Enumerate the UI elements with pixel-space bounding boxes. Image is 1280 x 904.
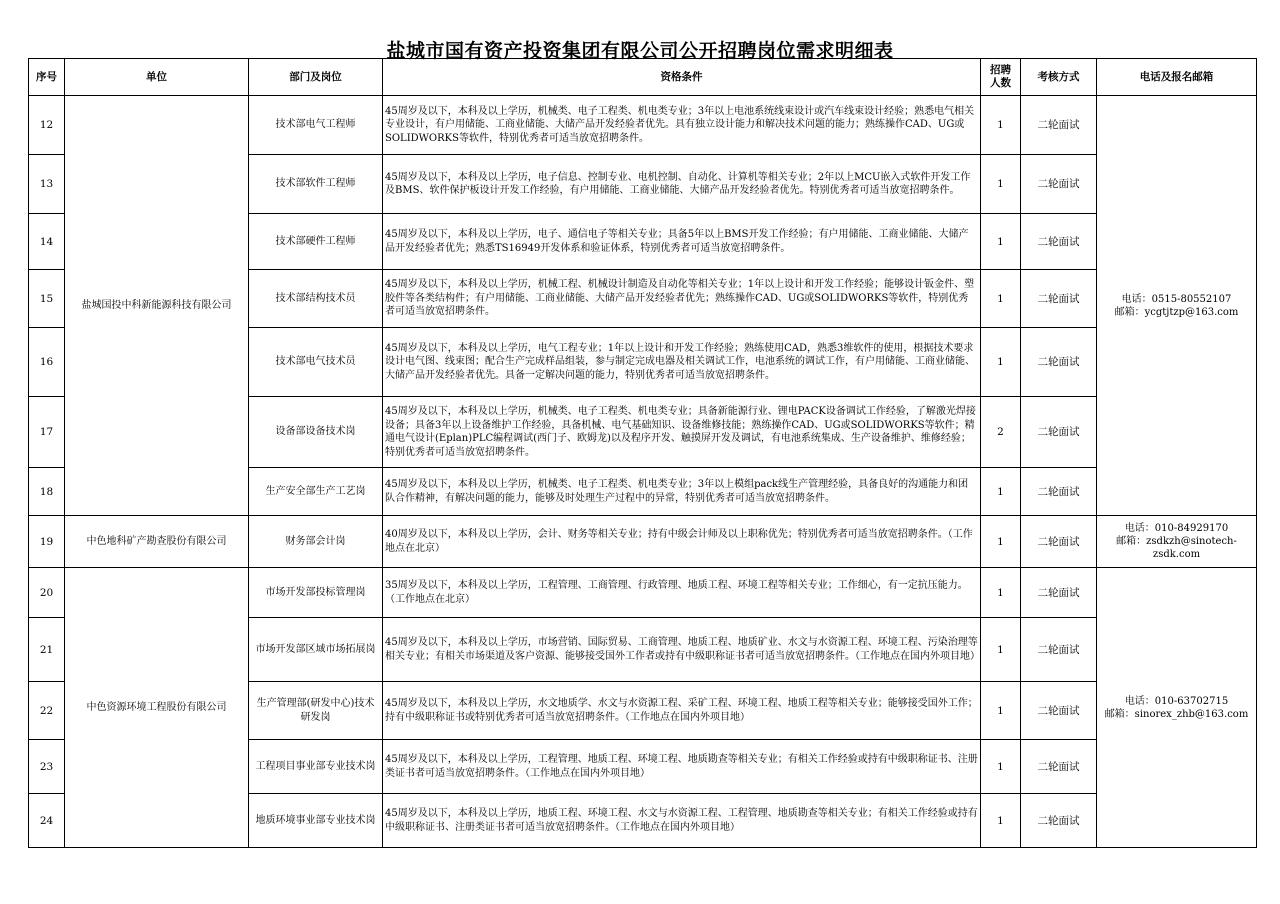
method-cell: 二轮面试 (1021, 740, 1097, 794)
seq-cell: 15 (29, 270, 65, 328)
count-cell: 1 (981, 270, 1021, 328)
header-unit: 单位 (65, 59, 249, 96)
contact-phone: 电话：010-63702715 (1124, 695, 1229, 707)
seq-cell: 24 (29, 794, 65, 848)
dept-cell: 工程项目事业部专业技术岗 (249, 740, 383, 794)
header-requirements: 资格条件 (383, 59, 981, 96)
contact-email: 邮箱：zsdkzh@sinotech-zsdk.com (1116, 536, 1237, 560)
dept-cell: 生产管理部(研发中心)技术研发岗 (249, 682, 383, 740)
requirements-cell: 45周岁及以下，本科及以上学历，机械类、电子工程类、机电类专业；3年以上电池系统线束设计或汽车线束设计经验；熟悉电气相关专业设计，有户用储能、工商业储能、大储产品开发经验者优先。具有独立设计能力和解决技术问题的能力；熟练操作CAD、UG或SOLIDWORKS等软件，特别优秀者可适当放宽招聘条件。 (383, 96, 981, 155)
unit-cell: 中色地科矿产勘查股份有限公司 (65, 516, 249, 568)
seq-cell: 18 (29, 468, 65, 516)
requirements-cell: 45周岁及以下，本科及以上学历，机械工程、机械设计制造及自动化等相关专业；1年以上设计和开发工作经验；能够设计钣金件、塑胶件等各类结构件；有户用储能、工商业储能、大储产品开发经验者优先；熟练操作CAD、UG或SOLIDWORKS等软件，特别优秀者可适当放宽招聘条件。 (383, 270, 981, 328)
method-cell: 二轮面试 (1021, 794, 1097, 848)
method-cell: 二轮面试 (1021, 214, 1097, 270)
contact-email: 邮箱：ycgtjtzp@163.com (1114, 306, 1239, 318)
requirements-cell: 35周岁及以下，本科及以上学历，工程管理、工商管理、行政管理、地质工程、环境工程等相关专业；工作细心，有一定抗压能力。（工作地点在北京） (383, 568, 981, 618)
header-dept: 部门及岗位 (249, 59, 383, 96)
method-cell: 二轮面试 (1021, 328, 1097, 397)
method-cell: 二轮面试 (1021, 397, 1097, 468)
seq-cell: 14 (29, 214, 65, 270)
count-cell: 1 (981, 618, 1021, 682)
count-cell: 1 (981, 516, 1021, 568)
requirements-cell: 45周岁及以下，本科及以上学历，电子、通信电子等相关专业；具备5年以上BMS开发工作经验；有户用储能、工商业储能、大储产品开发经验者优先；熟悉TS16949开发体系和验证体系，特别优秀者可适当放宽招聘条件。 (383, 214, 981, 270)
dept-cell: 技术部软件工程师 (249, 155, 383, 214)
dept-cell: 技术部硬件工程师 (249, 214, 383, 270)
seq-cell: 17 (29, 397, 65, 468)
method-cell: 二轮面试 (1021, 270, 1097, 328)
count-cell: 1 (981, 468, 1021, 516)
dept-cell: 财务部会计岗 (249, 516, 383, 568)
contact-cell (1097, 96, 1257, 516)
dept-cell: 生产安全部生产工艺岗 (249, 468, 383, 516)
dept-cell: 市场开发部投标管理岗 (249, 568, 383, 618)
contact-phone: 电话：010-84929170 (1124, 523, 1229, 534)
requirements-cell: 45周岁及以下，本科及以上学历，水文地质学、水文与水资源工程、采矿工程、环境工程、地质工程等相关专业；能够接受国外工作；持有中级职称证书或特别优秀者可适当放宽招聘条件。（工作地点在国内外项目地） (383, 682, 981, 740)
count-cell: 1 (981, 214, 1021, 270)
requirements-cell: 40周岁及以下，本科及以上学历，会计、财务等相关专业；持有中级会计师及以上职称优先；特别优秀者可适当放宽招聘条件。（工作地点在北京） (383, 516, 981, 568)
header-contact: 电话及报名邮箱 (1097, 59, 1257, 96)
dept-cell: 市场开发部区域市场拓展岗 (249, 618, 383, 682)
method-cell: 二轮面试 (1021, 682, 1097, 740)
method-cell: 二轮面试 (1021, 468, 1097, 516)
count-cell: 1 (981, 682, 1021, 740)
table-row (29, 96, 1257, 155)
seq-cell: 16 (29, 328, 65, 397)
method-cell: 二轮面试 (1021, 618, 1097, 682)
seq-cell: 23 (29, 740, 65, 794)
count-cell: 2 (981, 397, 1021, 468)
dept-cell: 技术部电气工程师 (249, 96, 383, 155)
header-seq: 序号 (29, 59, 65, 96)
requirements-cell: 45周岁及以下，本科及以上学历，电气工程专业；1年以上设计和开发工作经验；熟练使用CAD，熟悉3维软件的使用，根据技术要求设计电气图、线束图；配合生产完成样品组装，参与制定完成电器及相关调试工作，电池系统的调试工作，有户用储能、工商业储能、大储产品开发经验者优先。具备一定解决问题的能力，特别优秀者可适当放宽招聘条件。 (383, 328, 981, 397)
method-cell: 二轮面试 (1021, 568, 1097, 618)
seq-cell: 12 (29, 96, 65, 155)
count-cell: 1 (981, 328, 1021, 397)
contact-email: 邮箱：sinorex_zhb@163.com (1104, 708, 1249, 720)
dept-cell: 技术部结构技术员 (249, 270, 383, 328)
table-row (29, 568, 1257, 618)
dept-cell: 地质环境事业部专业技术岗 (249, 794, 383, 848)
count-cell: 1 (981, 794, 1021, 848)
method-cell: 二轮面试 (1021, 516, 1097, 568)
count-cell: 1 (981, 155, 1021, 214)
header-method: 考核方式 (1021, 59, 1097, 96)
seq-cell: 20 (29, 568, 65, 618)
unit-cell: 盐城国投中科新能源科技有限公司 (65, 96, 249, 516)
requirements-cell: 45周岁及以下，本科及以上学历，市场营销、国际贸易、工商管理、地质工程、地质矿业、水文与水资源工程、环境工程、污染治理等相关专业；有相关市场渠道及客户资源、能够接受国外工作者或持有中级职称证书者可适当放宽招聘条件。（工作地点在国内外项目地） (383, 618, 981, 682)
contact-cell (1097, 568, 1257, 848)
requirements-cell: 45周岁及以下，本科及以上学历，工程管理、地质工程、环境工程、地质勘查等相关专业；有相关工作经验或持有中级职称证书、注册类证书者可适当放宽招聘条件。（工作地点在国内外项目地） (383, 740, 981, 794)
method-cell: 二轮面试 (1021, 96, 1097, 155)
requirements-cell: 45周岁及以下，本科及以上学历，电子信息、控制专业、电机控制、自动化、计算机等相关专业；2年以上MCU嵌入式软件开发工作及BMS、软件保护板设计开发工作经验，有户用储能、工商业储能、大储产品开发经验者优先。特别优秀者可适当放宽招聘条件。 (383, 155, 981, 214)
table-row (29, 516, 1257, 568)
header-count: 招聘人数 (981, 59, 1021, 96)
count-cell: 1 (981, 740, 1021, 794)
recruitment-table (28, 58, 1257, 848)
unit-cell: 中色资源环境工程股份有限公司 (65, 568, 249, 848)
count-cell: 1 (981, 96, 1021, 155)
requirements-cell: 45周岁及以下，本科及以上学历，地质工程、环境工程、水文与水资源工程、工程管理、地质勘查等相关专业；有相关工作经验或持有中级职称证书、注册类证书者可适当放宽招聘条件。（工作地点在国内外项目地） (383, 794, 981, 848)
seq-cell: 21 (29, 618, 65, 682)
contact-cell (1097, 516, 1257, 568)
header-row (29, 59, 1257, 96)
page-title: 盐城市国有资产投资集团有限公司公开招聘岗位需求明细表 (386, 40, 894, 62)
seq-cell: 19 (29, 516, 65, 568)
requirements-cell: 45周岁及以下，本科及以上学历，机械类、电子工程类、机电类专业；具备新能源行业、锂电PACK设备调试工作经验，了解激光焊接设备；具备3年以上设备维护工作经验，具备机械、电气基础知识、设备维修技能；熟练操作CAD、UG或SOLIDWORKS等软件；精通电气设计(Eplan)PLC编程调试(西门子、欧姆龙)以及程序开发、触摸屏开发及调试，有电池系统集成、生产设备维护、维修经验；特别优秀者可适当放宽招聘条件。 (383, 397, 981, 468)
count-cell: 1 (981, 568, 1021, 618)
seq-cell: 22 (29, 682, 65, 740)
method-cell: 二轮面试 (1021, 155, 1097, 214)
contact-phone: 电话：0515-80552107 (1121, 293, 1232, 305)
dept-cell: 设备部设备技术岗 (249, 397, 383, 468)
dept-cell: 技术部电气技术员 (249, 328, 383, 397)
seq-cell: 13 (29, 155, 65, 214)
requirements-cell: 45周岁及以下，本科及以上学历，机械类、电子工程类、机电类专业；3年以上模组pack线生产管理经验，具备良好的沟通能力和团队合作精神，有解决问题的能力，能够及时处理生产过程中的异常，特别优秀者可适当放宽招聘条件。 (383, 468, 981, 516)
